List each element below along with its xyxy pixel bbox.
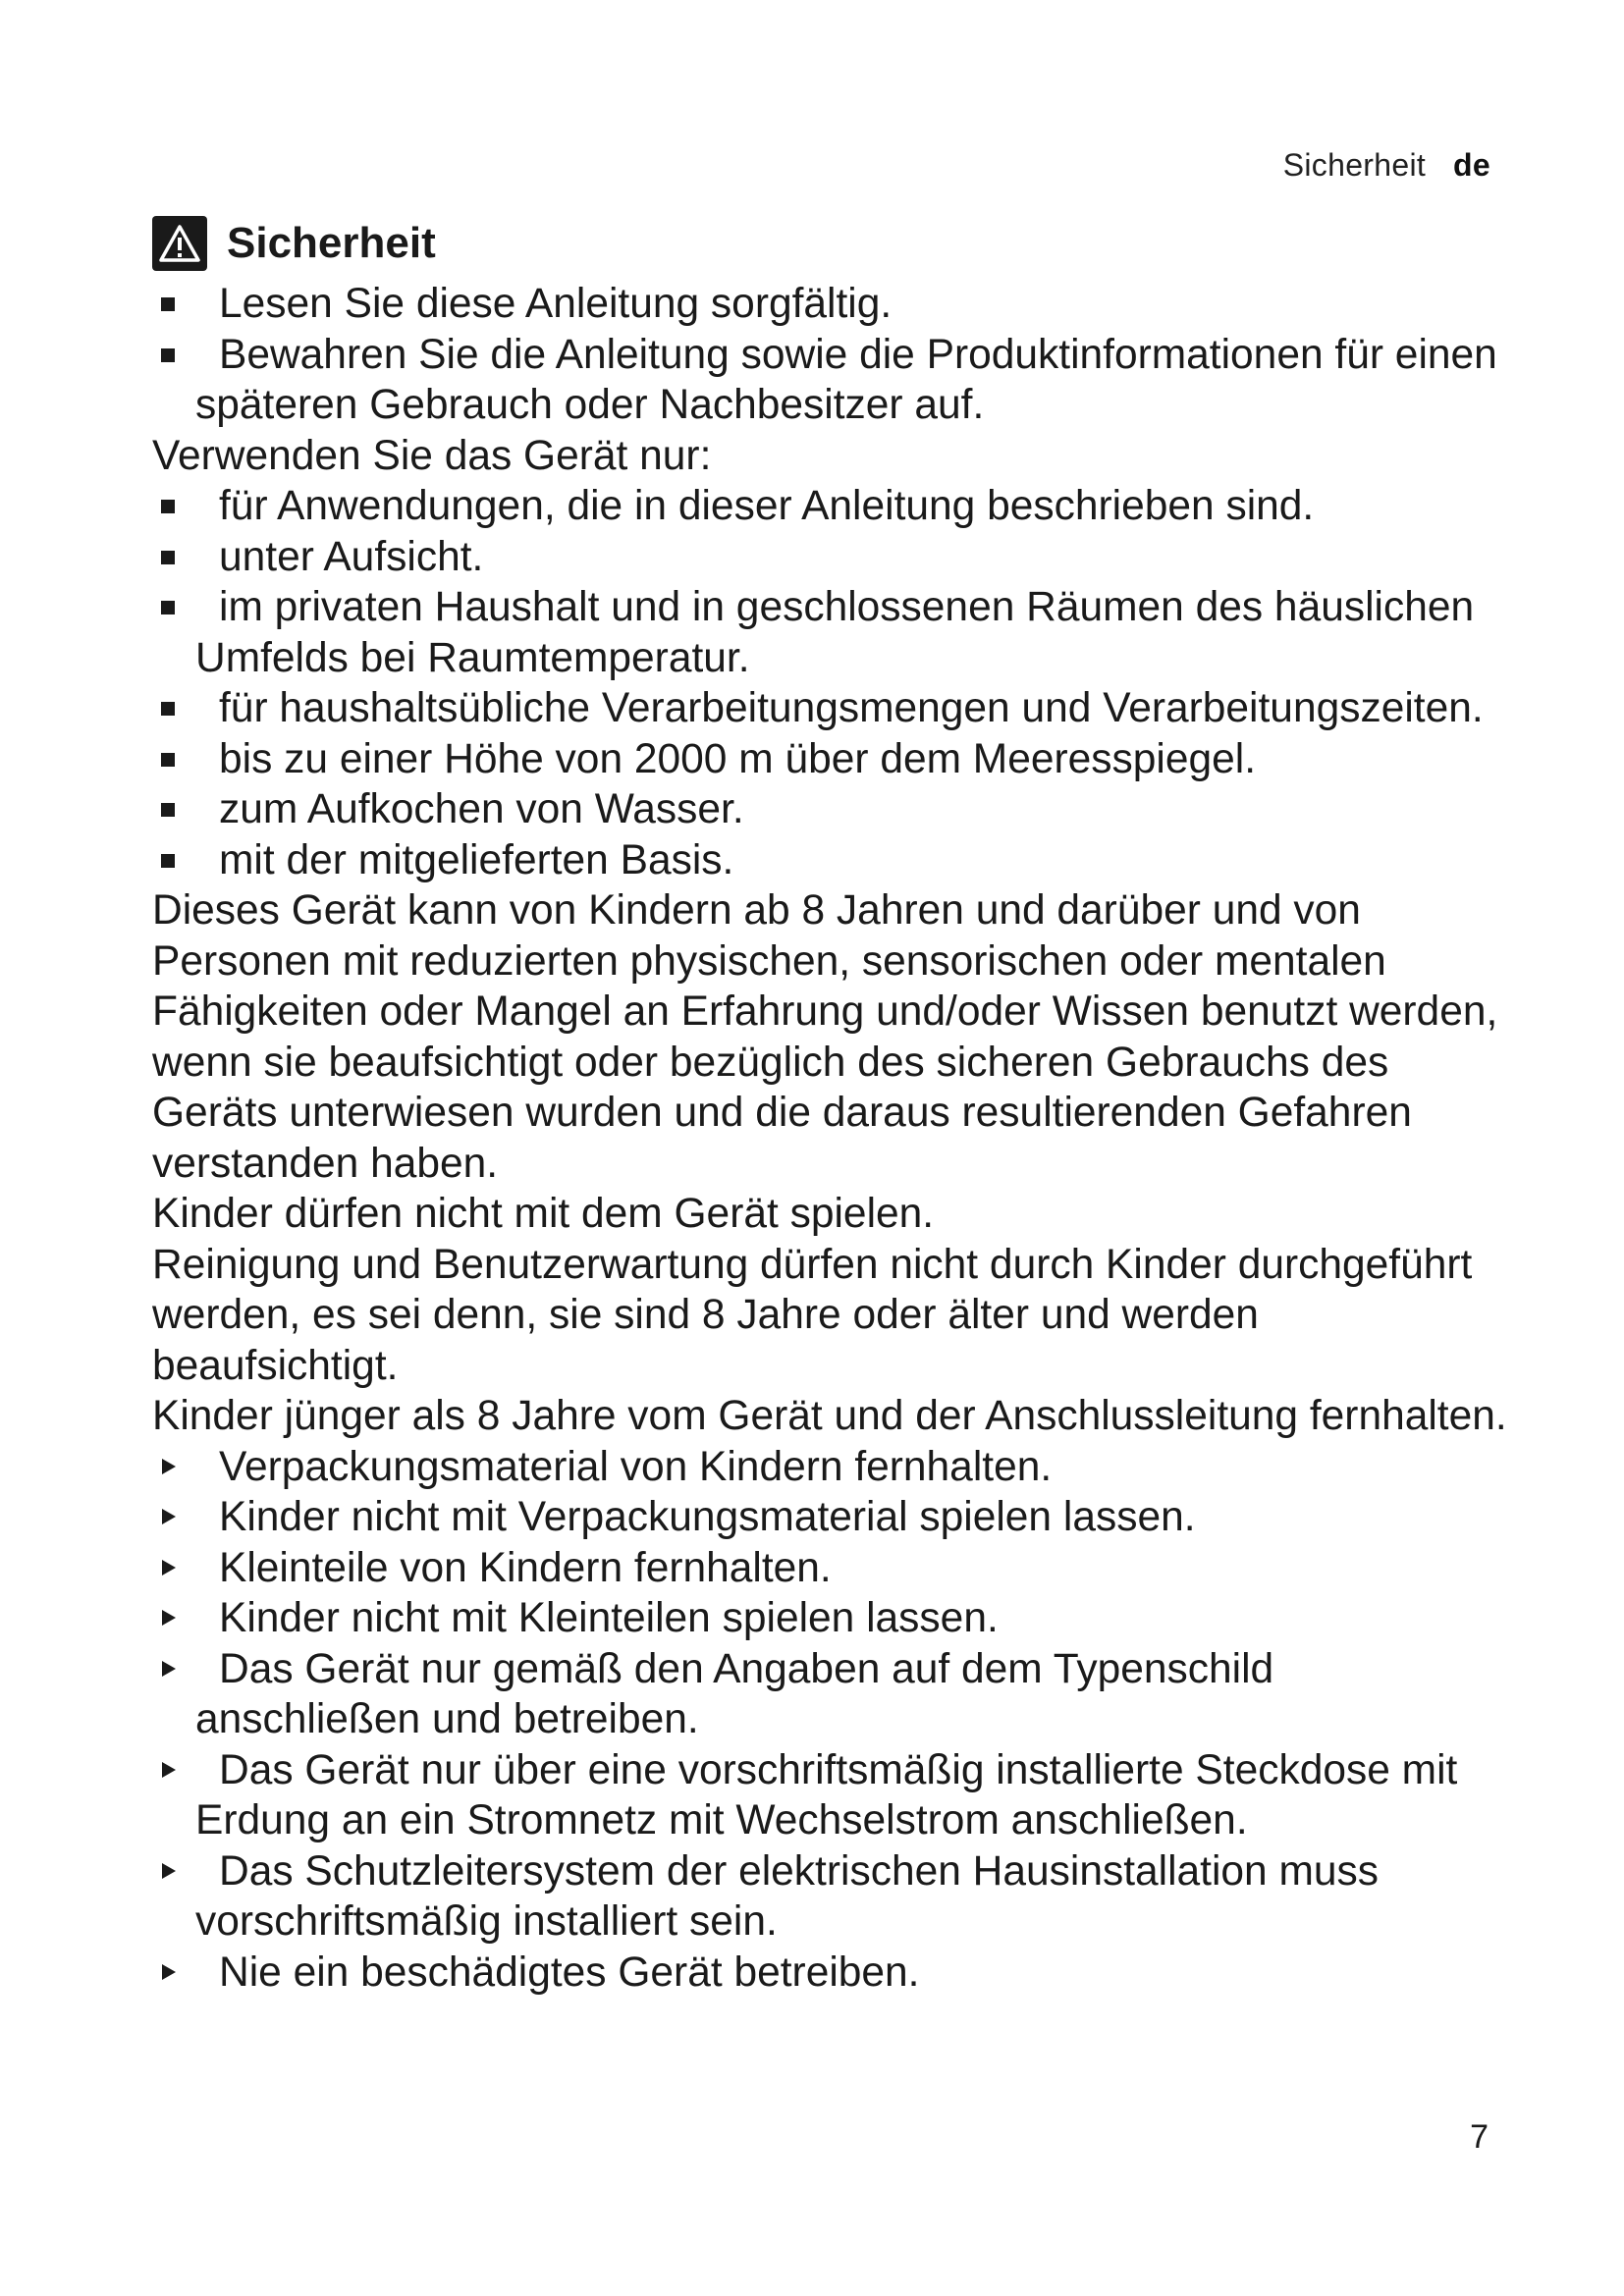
bullet-square-icon xyxy=(161,297,175,311)
action-item: Das Gerät nur über eine vorschriftsmäßig installierte Steckdose mit Erdung an ein Stromnetz mit Wechselstrom anschließen. xyxy=(152,1745,1507,1846)
action-item: Das Schutzleitersystem der elektrischen Hausinstallation muss vorschriftsmäßig installiert sein. xyxy=(152,1846,1507,1948)
header-section: Sicherheit xyxy=(1282,147,1427,183)
paragraph: Dieses Gerät kann von Kindern ab 8 Jahren und darüber und von Personen mit reduzierten physischen, sensorischen oder mentalen Fähigkeiten oder Mangel an Erfahrung und/oder Wissen benutzt werden, wenn sie beaufsichtigt oder bezüglich des sicheren Gebrauchs des Geräts unterwiesen wurden und die daraus resultierenden Gefahren verstanden haben. xyxy=(152,887,1498,1187)
list-item: für Anwendungen, die in dieser Anleitung beschrieben sind. xyxy=(152,481,1507,532)
header-language: de xyxy=(1453,147,1490,183)
list-item: für haushaltsübliche Verarbeitungsmengen und Verarbeitungszeiten. xyxy=(152,683,1507,734)
bullet-square-icon xyxy=(161,702,175,716)
bullet-square-icon xyxy=(161,803,175,817)
list-item: Bewahren Sie die Anleitung sowie die Produktinformationen für einen späteren Gebrauch oder Nachbesitzer auf. xyxy=(152,330,1507,431)
bullet-square-icon xyxy=(161,601,175,614)
list-item: Lesen Sie diese Anleitung sorgfältig. xyxy=(152,279,1507,330)
action-item: Kleinteile von Kindern fernhalten. xyxy=(152,1543,1507,1594)
paragraph: Kinder jünger als 8 Jahre vom Gerät und der Anschlussleitung fernhalten. xyxy=(152,1393,1507,1439)
list-item: im privaten Haushalt und in geschlossenen Räumen des häuslichen Umfelds bei Raumtemperatur. xyxy=(152,582,1507,683)
arrow-right-icon xyxy=(162,1661,176,1677)
arrow-right-icon xyxy=(162,1863,176,1879)
arrow-right-icon xyxy=(162,1610,176,1626)
bullet-square-icon xyxy=(161,753,175,767)
action-item: Kinder nicht mit Kleinteilen spielen lassen. xyxy=(152,1593,1507,1644)
page-number: 7 xyxy=(1470,2118,1489,2156)
list-item: bis zu einer Höhe von 2000 m über dem Meeresspiegel. xyxy=(152,734,1507,785)
list-item: zum Aufkochen von Wasser. xyxy=(152,784,1507,835)
bullet-square-icon xyxy=(161,854,175,868)
running-header xyxy=(1283,147,1490,184)
list-item: unter Aufsicht. xyxy=(152,532,1507,583)
action-item: Nie ein beschädigtes Gerät betreiben. xyxy=(152,1948,1507,1999)
section-title xyxy=(152,214,1507,273)
use-heading: Verwenden Sie das Gerät nur: xyxy=(152,432,712,479)
bullet-square-icon xyxy=(161,551,175,564)
page-title: Sicherheit xyxy=(227,219,436,268)
bullet-square-icon xyxy=(161,500,175,513)
paragraph: Kinder dürfen nicht mit dem Gerät spielen. xyxy=(152,1191,935,1237)
arrow-right-icon xyxy=(162,1964,176,1980)
arrow-right-icon xyxy=(162,1762,176,1778)
page-content xyxy=(152,214,1507,1998)
action-item: Das Gerät nur gemäß den Angaben auf dem Typenschild anschließen und betreiben. xyxy=(152,1644,1507,1745)
arrow-right-icon xyxy=(162,1509,176,1524)
arrow-right-icon xyxy=(162,1560,176,1575)
warning-icon xyxy=(152,216,207,271)
arrow-right-icon xyxy=(162,1459,176,1474)
paragraph: Reinigung und Benutzerwartung dürfen nicht durch Kinder durchgeführt werden, es sei denn, sie sind 8 Jahre oder älter und werden beaufsichtigt. xyxy=(152,1241,1473,1389)
action-item: Verpackungsmaterial von Kindern fernhalten. xyxy=(152,1442,1507,1493)
action-item: Kinder nicht mit Verpackungsmaterial spielen lassen. xyxy=(152,1492,1507,1543)
bullet-square-icon xyxy=(161,348,175,362)
list-item: mit der mitgelieferten Basis. xyxy=(152,835,1507,886)
